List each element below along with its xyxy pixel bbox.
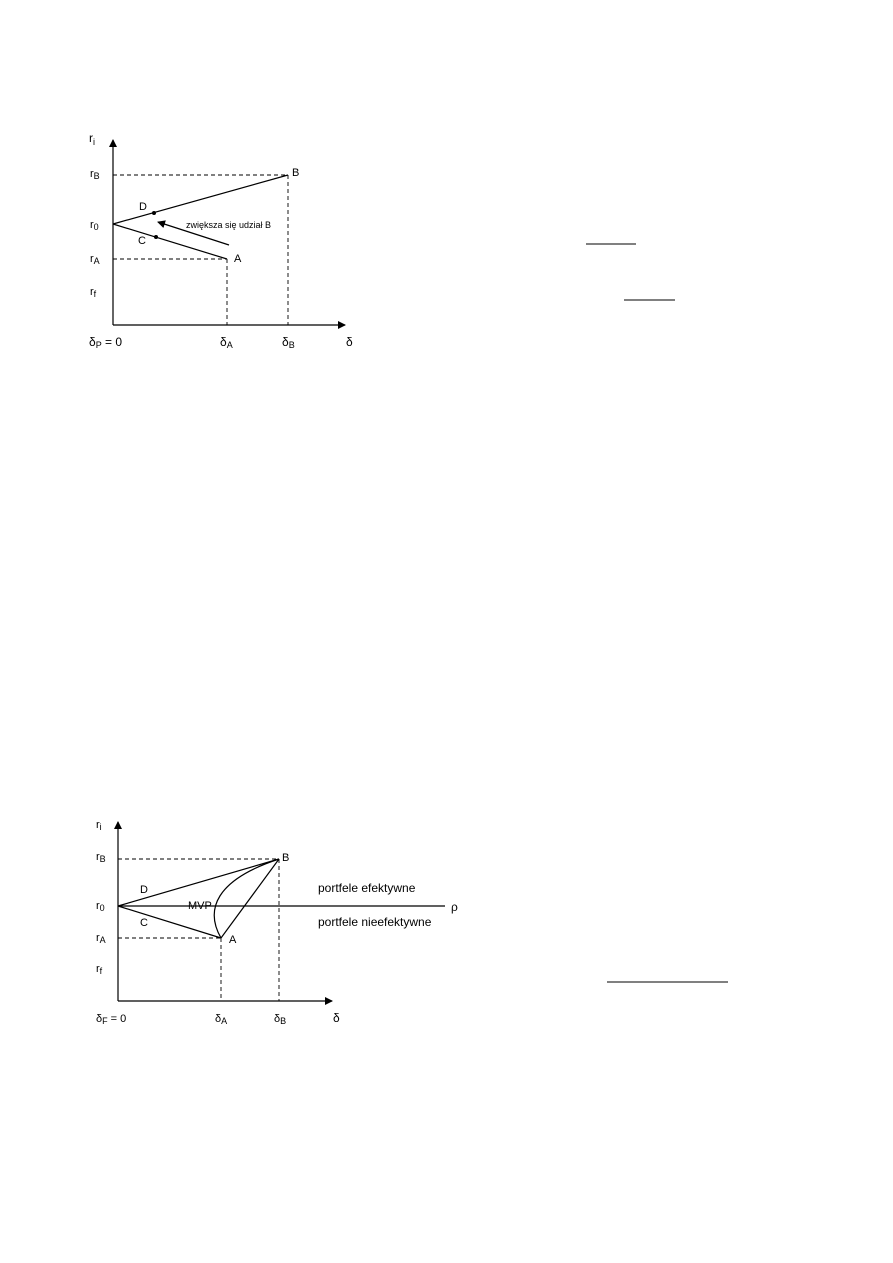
fig1-label-D: D xyxy=(139,201,147,213)
fig2-tick-rf: rf xyxy=(96,963,103,976)
fig1-label-B: B xyxy=(292,167,300,179)
fig2-label-mvp: MVP xyxy=(188,900,212,912)
fig2-y-axis-title: ri xyxy=(96,819,102,832)
fig1-tick-rA: rA xyxy=(90,253,100,266)
fig2-tick-dB: δB xyxy=(274,1013,287,1026)
fig1-x-axis-title: δ xyxy=(346,335,353,349)
fig1-label-C: C xyxy=(138,235,146,247)
fig1-y-axis-title: $r_i$ xyxy=(89,131,95,147)
fig2-label-A: A xyxy=(229,934,237,946)
fig2-label-D: D xyxy=(140,884,148,896)
fig1-point-C xyxy=(154,235,158,239)
fig2-x-axis-title: δ xyxy=(333,1011,340,1025)
fig2-tick-r0: r0 xyxy=(96,900,105,913)
fig2-tick-rA: rA xyxy=(96,932,106,945)
fig2-x-origin: δF = 0 xyxy=(96,1013,127,1026)
fig2-curve-A-B xyxy=(214,859,279,938)
fig2-label-C: C xyxy=(140,917,148,929)
fig1-line-r0-B xyxy=(113,175,288,224)
fig1-tick-dB: δB xyxy=(282,335,295,350)
fig2-rho-label: ρ xyxy=(451,900,458,914)
fig1-point-D xyxy=(152,211,156,215)
fig1-tick-dA: δA xyxy=(220,335,233,350)
fig2-inefficient-label: portfele nieefektywne xyxy=(318,915,432,929)
fig1-tick-r0: r0 xyxy=(90,219,99,232)
fig1-annotation: zwiększa się udział B xyxy=(186,220,272,230)
fig1-x-origin: δP = 0 xyxy=(89,335,123,350)
figure-2 xyxy=(96,819,458,1026)
fig1-tick-rf: rf xyxy=(90,286,97,299)
fig2-efficient-label: portfele efektywne xyxy=(318,881,416,895)
fig1-tick-rB: rB xyxy=(90,168,100,181)
fig2-label-B: B xyxy=(282,852,290,864)
fig2-line-r0-B xyxy=(118,859,279,906)
fig2-tick-dA: δA xyxy=(215,1013,228,1026)
figure-1 xyxy=(89,131,353,350)
fig2-tick-rB: rB xyxy=(96,851,106,864)
fig1-label-A: A xyxy=(234,253,242,265)
